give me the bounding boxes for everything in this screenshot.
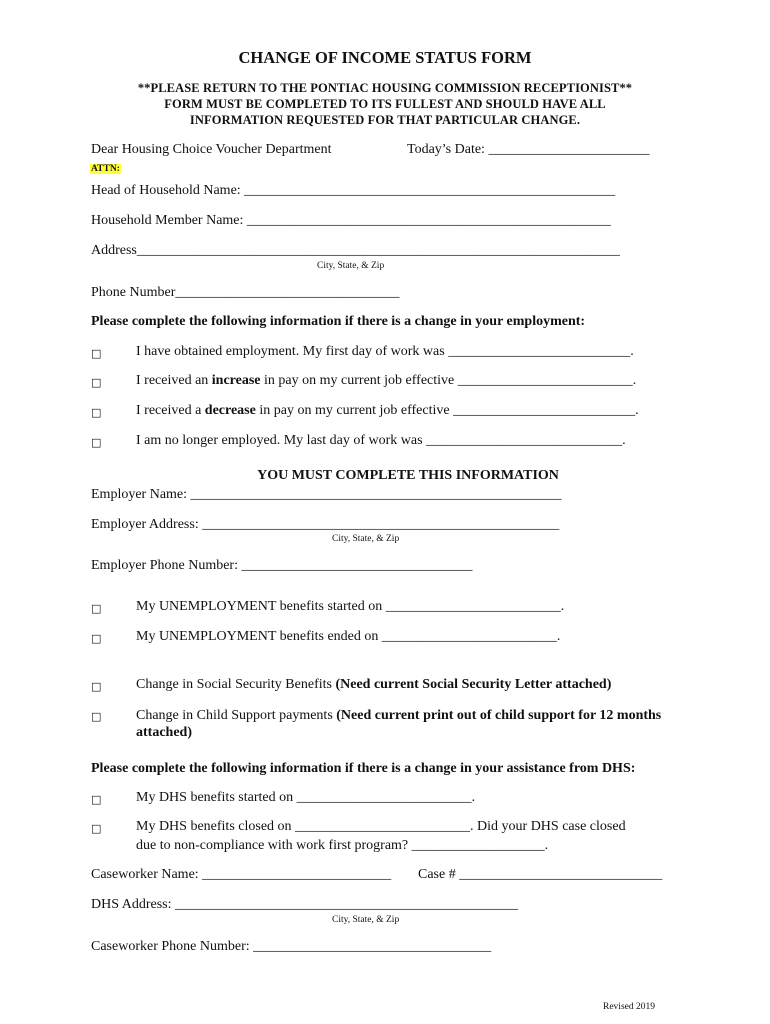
checkbox-social-security[interactable]: □ <box>91 680 102 693</box>
employer-phone-field[interactable]: Employer Phone Number: _________________________________ <box>91 558 473 573</box>
dhs-started: My DHS benefits started on _________________________. <box>136 790 476 805</box>
unemployment-started: My UNEMPLOYMENT benefits started on _________________________. <box>136 599 565 614</box>
option-no-longer-employed: I am no longer employed. My last day of work was ____________________________. <box>136 433 626 448</box>
checkbox-obtained-employment[interactable]: □ <box>91 347 102 360</box>
revised-date: Revised 2019 <box>603 1002 655 1012</box>
notice-line-1: **PLEASE RETURN TO THE PONTIAC HOUSING COMMISSION RECEPTIONIST** <box>137 81 633 95</box>
caseworker-phone-field[interactable]: Caseworker Phone Number: __________________________________ <box>91 939 492 954</box>
notice-line-3: INFORMATION REQUESTED FOR THAT PARTICULAR CHANGE. <box>189 113 581 127</box>
dhs-closed-line-2: due to non-compliance with work first program? ___________________. <box>136 838 549 853</box>
unemployment-ended: My UNEMPLOYMENT benefits ended on _________________________. <box>136 629 561 644</box>
checkbox-dhs-closed[interactable]: □ <box>91 822 102 835</box>
option-pay-increase: I received an increase in pay on my current job effective _________________________. <box>136 373 637 388</box>
option-pay-decrease: I received a decrease in pay on my current job effective __________________________. <box>136 403 639 418</box>
address-field[interactable]: Address_____________________________________________________________________ <box>91 243 620 258</box>
todays-date-field[interactable]: Today’s Date: _______________________ <box>407 142 650 157</box>
checkbox-dhs-started[interactable]: □ <box>91 793 102 806</box>
address-hint: City, State, & Zip <box>317 261 385 271</box>
option-obtained-employment: I have obtained employment. My first day of work was __________________________. <box>136 344 634 359</box>
caseworker-name-field[interactable]: Caseworker Name: ___________________________ <box>91 867 392 882</box>
checkbox-pay-increase[interactable]: □ <box>91 376 102 389</box>
checkbox-unemployment-started[interactable]: □ <box>91 602 102 615</box>
dhs-closed-line-1: My DHS benefits closed on _________________________. Did your DHS case closed <box>136 819 626 834</box>
household-member-field[interactable]: Household Member Name: ____________________________________________________ <box>91 213 611 228</box>
employer-name-field[interactable]: Employer Name: _____________________________________________________ <box>91 487 562 502</box>
form-title: CHANGE OF INCOME STATUS FORM <box>238 48 532 67</box>
dhs-heading: Please complete the following information if there is a change in your assistance from DHS: <box>91 761 636 776</box>
head-of-household-field[interactable]: Head of Household Name: _____________________________________________________ <box>91 183 616 198</box>
employer-address-field[interactable]: Employer Address: ___________________________________________________ <box>91 517 560 532</box>
checkbox-pay-decrease[interactable]: □ <box>91 406 102 419</box>
social-security-change: Change in Social Security Benefits (Need current Social Security Letter attached) <box>136 677 612 692</box>
checkbox-unemployment-ended[interactable]: □ <box>91 632 102 645</box>
child-support-change: Change in Child Support payments (Need current print out of child support for 12 months attached) <box>136 708 662 740</box>
employer-address-hint: City, State, & Zip <box>332 534 400 544</box>
notice-line-2: FORM MUST BE COMPLETED TO ITS FULLEST AND SHOULD HAVE ALL <box>164 97 606 111</box>
dhs-address-field[interactable]: DHS Address: _________________________________________________ <box>91 897 519 912</box>
attn-label: ATTN: <box>91 164 120 174</box>
employment-heading: Please complete the following information if there is a change in your employment: <box>91 314 586 329</box>
checkbox-child-support[interactable]: □ <box>91 710 102 723</box>
phone-number-field[interactable]: Phone Number________________________________ <box>91 285 400 300</box>
recipient-line: Dear Housing Choice Voucher Department <box>91 142 332 157</box>
must-complete-heading: YOU MUST COMPLETE THIS INFORMATION <box>257 468 559 483</box>
checkbox-no-longer-employed[interactable]: □ <box>91 436 102 449</box>
dhs-address-hint: City, State, & Zip <box>332 915 400 925</box>
case-number-field[interactable]: Case # _____________________________ <box>418 867 663 882</box>
